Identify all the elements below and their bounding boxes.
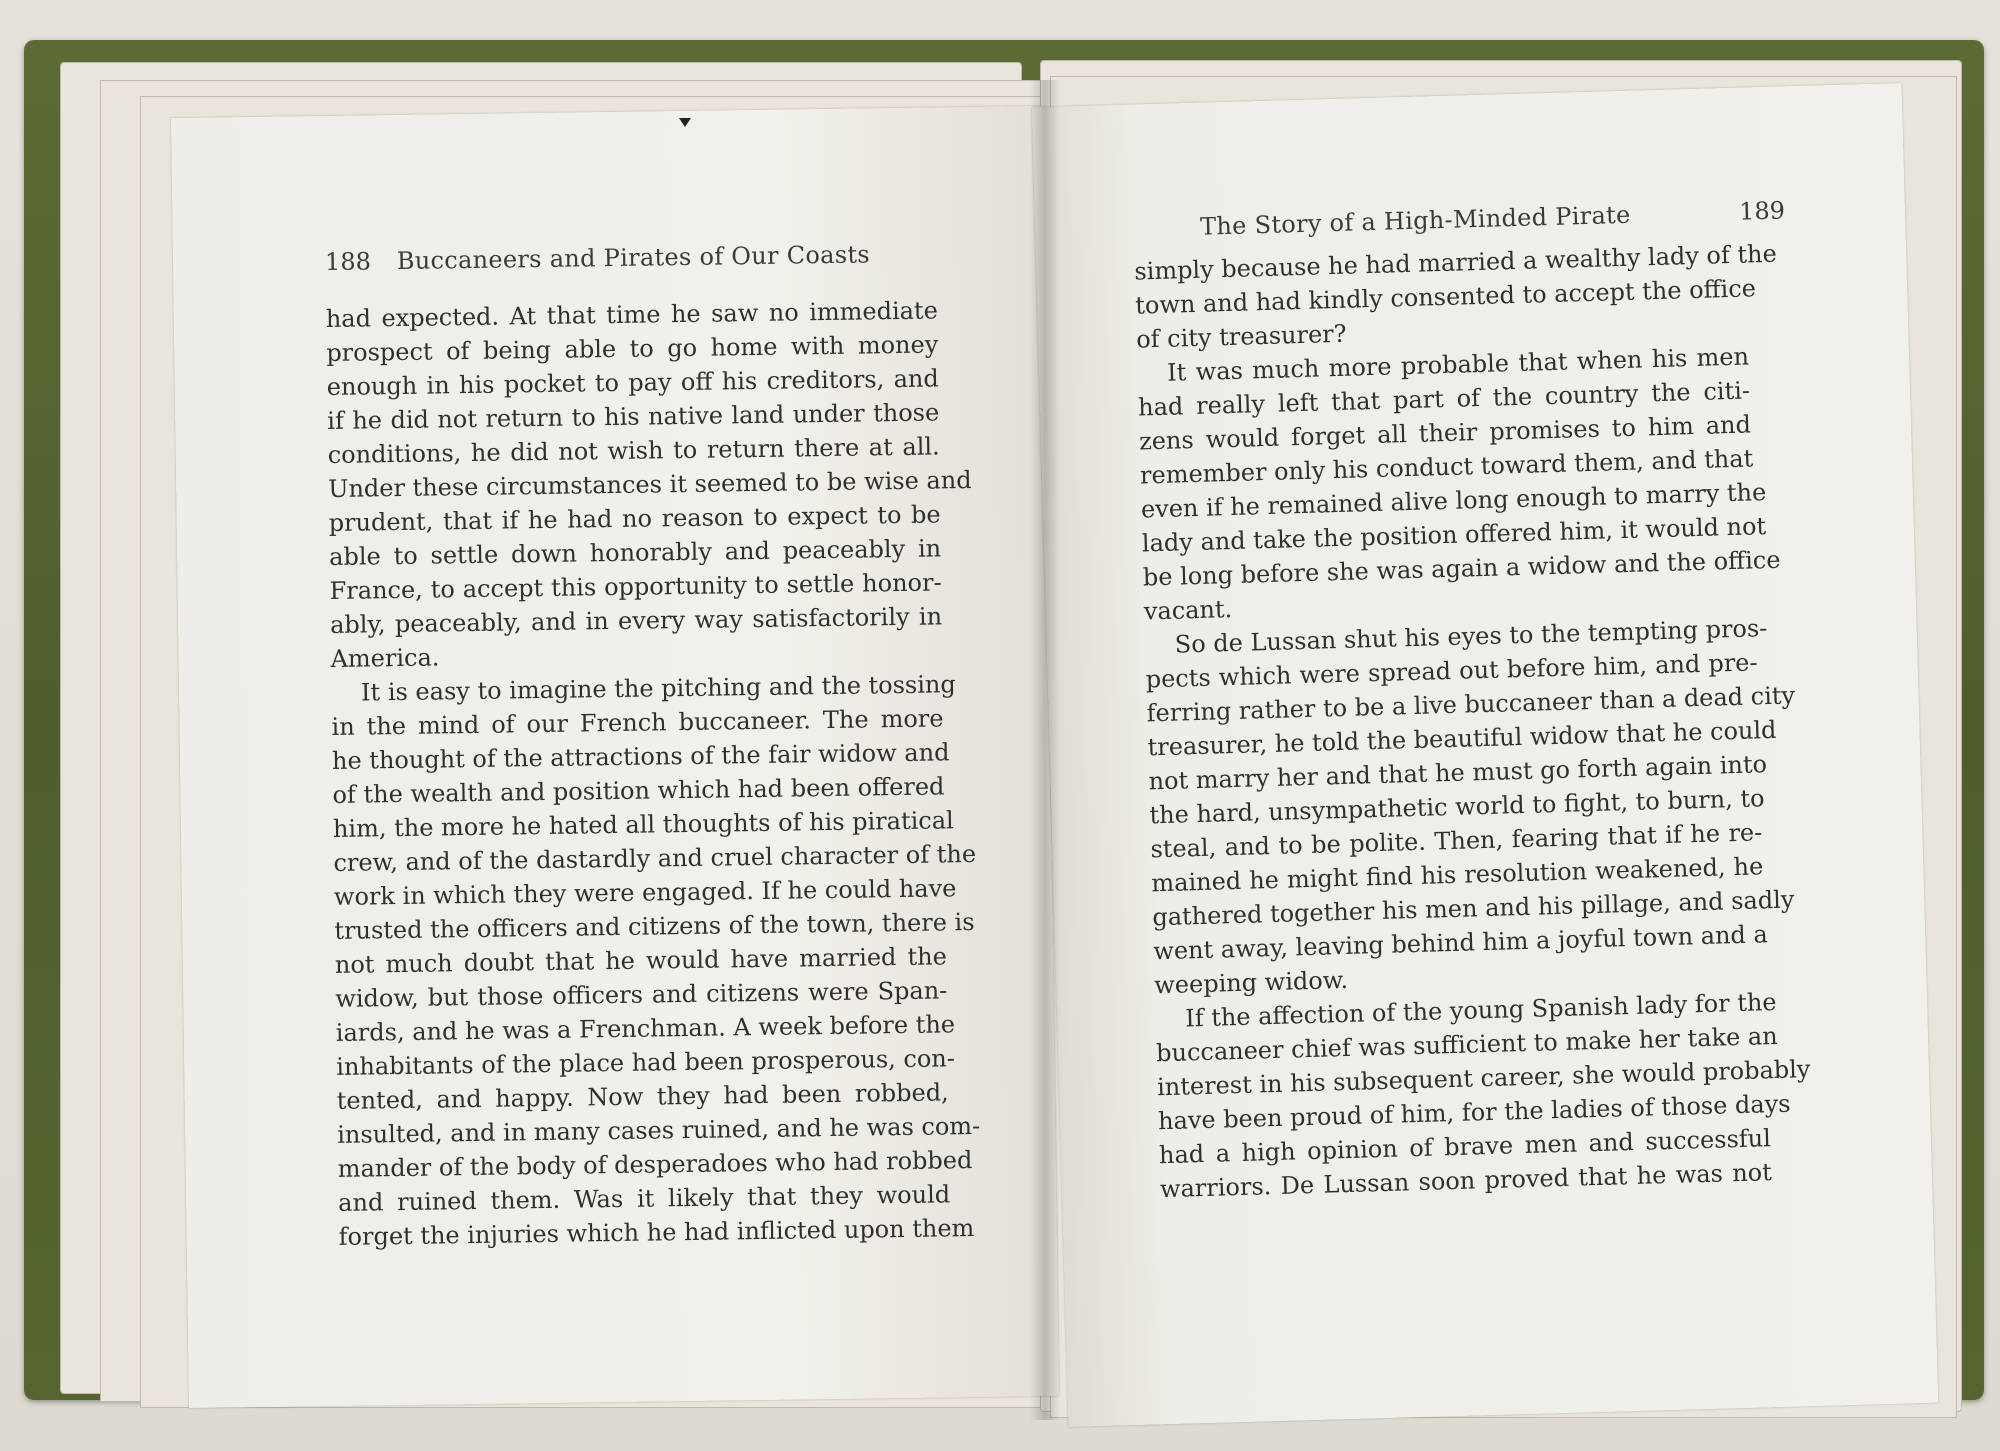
text-line: mander of the body of desperadoes who had robbed (337, 1146, 973, 1183)
text-line: crew, and of the dastardly and cruel character of the (333, 839, 977, 877)
text-line: forget the injuries which he had inflicted upon them (338, 1214, 975, 1251)
text-line: of city treasurer? (1135, 319, 1347, 354)
text-line: and ruined them. Was it likely that they would (338, 1180, 951, 1217)
left-page (171, 106, 1059, 1408)
text-line: even if he remained alive long enough to marry the (1140, 478, 1767, 524)
left-page-number: 188 (324, 247, 372, 276)
text-line: steal, and to be polite. Then, fearing that if he re- (1150, 818, 1763, 864)
left-running-head (325, 240, 870, 276)
right-page-number: 189 (1738, 196, 1786, 226)
text-line: of the wealth and position which had been offered (332, 772, 945, 809)
text-line: had a high opinion of brave men and successful (1158, 1124, 1772, 1170)
text-line: enough in his pocket to pay off his creditors, and (326, 364, 939, 401)
text-line: if he did not return to his native land under those (327, 398, 940, 435)
text-line: remember only his conduct toward them, and that (1139, 444, 1754, 490)
text-line: buccaneer chief was sufficient to make her take an (1155, 1021, 1778, 1068)
text-line: interest in his subsequent career, she would probably (1156, 1055, 1811, 1102)
text-line: prudent, that if he had no reason to expect to be (328, 500, 941, 537)
text-line: iards, and he was a Frenchman. A week before the (335, 1010, 956, 1047)
text-line: went away, leaving behind him a joyful town and a (1152, 920, 1769, 966)
text-line: able to settle down honorably and peaceably in (328, 534, 942, 571)
text-line: town and had kindly consented to accept the office (1134, 274, 1757, 320)
text-line: treasurer, he told the beautiful widow that he could (1147, 715, 1777, 762)
paragraph-start-line: It is easy to imagine the pitching and the tossing (360, 670, 956, 707)
text-line: weeping widow. (1153, 965, 1349, 1000)
text-line: he thought of the attractions of the fair widow and (331, 738, 950, 775)
left-running-title: Buccaneers and Pirates of Our Coasts (396, 240, 871, 275)
text-line: not marry her and that he must go forth again into (1148, 750, 1768, 796)
text-line: have been proud of him, for the ladies of those days (1157, 1089, 1791, 1136)
text-line: tented, and happy. Now they had been robbed, (336, 1078, 949, 1115)
right-running-head (1035, 193, 1905, 241)
text-line: warriors. De Lussan soon proved that he was not (1159, 1158, 1773, 1204)
text-line: work in which they were engaged. If he could have (333, 874, 957, 911)
text-line: pects which were spread out before him, and pre- (1145, 648, 1758, 694)
text-line: had expected. At that time he saw no immediate (325, 296, 938, 333)
text-line: be long before she was again a widow and the office (1142, 545, 1781, 592)
text-line: the hard, unsympathetic world to fight, to burn, to (1149, 784, 1765, 830)
text-line: simply because he had married a wealthy lady of the (1133, 239, 1778, 286)
text-line: prospect of being able to go home with money (326, 330, 939, 367)
text-line: conditions, he did not wish to return there at all. (327, 432, 940, 469)
text-line: mained he might find his resolution weakened, he (1151, 852, 1764, 898)
text-line: not much doubt that he would have married the (334, 942, 948, 979)
text-line: vacant. (1143, 595, 1233, 626)
ribbon-marker-icon (679, 118, 691, 127)
text-line: insulted, and in many cases ruined, and he was com- (337, 1111, 981, 1149)
text-line: trusted the officers and citizens of the town, there is (334, 907, 975, 945)
paragraph-start-line: It was much more probable that when his men (1166, 342, 1750, 387)
paragraph-start-line: If the affection of the young Spanish lady for the (1184, 987, 1777, 1033)
text-line: ably, peaceably, and in every way satisfactorily in (329, 602, 943, 639)
text-line: lady and take the position offered him, it would not (1141, 512, 1767, 558)
text-line: Under these circumstances it seemed to be wise and (328, 465, 972, 503)
left-body-text (325, 293, 981, 1253)
right-running-title: The Story of a High-Minded Pirate (1199, 200, 1631, 241)
text-line: zens would forget all their promises to him and (1138, 410, 1752, 456)
text-line: gathered together his men and his pillage, and sadly (1152, 885, 1795, 932)
text-line: ferring rather to be a live buccaneer than a dead city (1146, 681, 1796, 728)
right-body-text (1133, 238, 1811, 1207)
text-line: America. (330, 643, 440, 673)
text-line: inhabitants of the place had been prosperous, con- (336, 1044, 956, 1081)
text-line: him, the more he hated all thoughts of his piratical (332, 806, 954, 843)
right-page (1032, 83, 1939, 1427)
text-line: had really left that part of the country the citi- (1137, 376, 1751, 422)
text-line: France, to accept this opportunity to settle honor- (329, 568, 942, 605)
text-line: widow, but those officers and citizens were Span- (335, 976, 948, 1013)
book-gutter (1030, 80, 1060, 1420)
text-line: in the mind of our French buccaneer. The more (331, 704, 944, 741)
paragraph-start-line: So de Lussan shut his eyes to the tempting pros- (1174, 614, 1768, 659)
